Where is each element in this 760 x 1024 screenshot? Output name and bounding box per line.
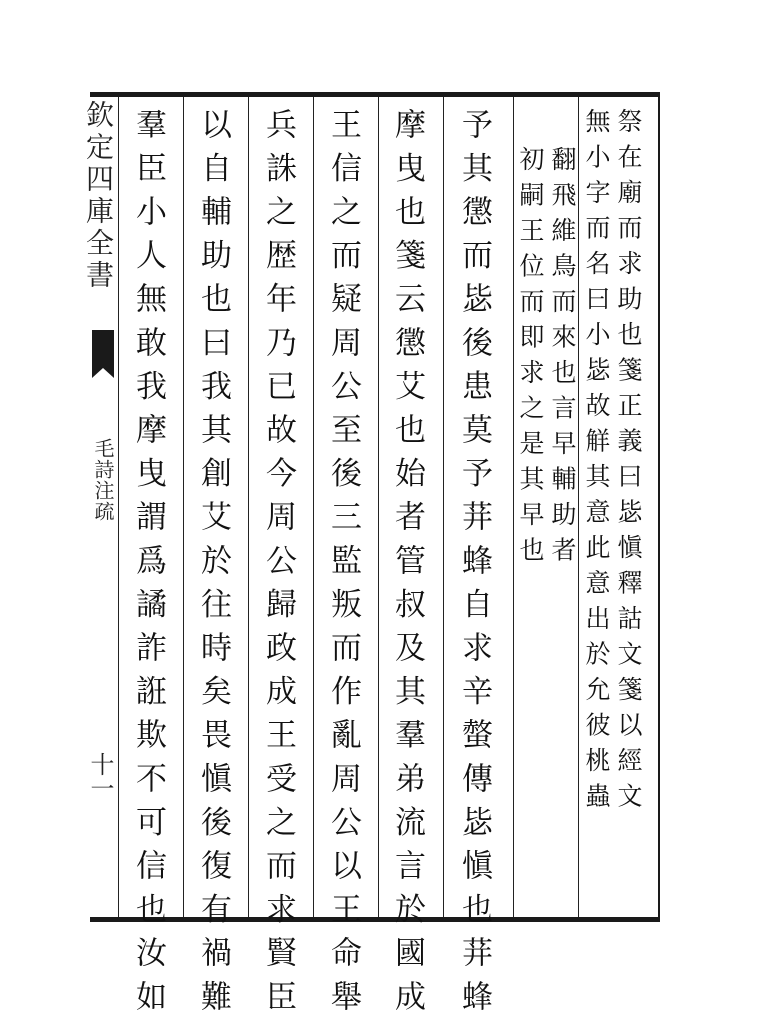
note-column: 祭在廟而求助也箋正義曰毖愼釋詁文箋以經文 (614, 108, 643, 818)
column-divider (183, 97, 184, 917)
text-column: 以自輔助也曰我其創艾於往時矣畏愼後復有禍難 (195, 108, 231, 1024)
collection-title: 欽定四庫全書 (82, 100, 115, 292)
column-divider (378, 97, 379, 917)
text-column: 予其懲而毖後患莫予荓蜂自求辛螫傳毖愼也荓蜂 (456, 108, 492, 1024)
column-divider (118, 97, 119, 917)
column-divider (248, 97, 249, 917)
note-column: 初嗣王位而即求之是其早也 (516, 146, 545, 572)
fish-tail-mark (92, 330, 114, 368)
note-column: 無小字而名曰小毖故觧其意此意出於允彼桃蟲 (582, 108, 611, 818)
section-title: 毛詩注疏 (91, 438, 115, 522)
column-divider (313, 97, 314, 917)
text-column: 王信之而疑周公至後三監叛而作亂周公以王命舉 (325, 108, 361, 1024)
text-column: 羣臣小人無敢我摩曳謂爲譎詐誑欺不可信也汝如 (130, 108, 166, 1024)
note-column: 翻飛維鳥而來也言早輔助者 (548, 146, 577, 572)
page-number: 十一 (86, 752, 114, 800)
text-column: 兵誅之歴年乃已故今周公歸政成王受之而求賢臣 (260, 108, 296, 1024)
column-divider (443, 97, 444, 917)
text-column: 摩曳也箋云懲艾也始者管叔及其羣弟流言於國成 (389, 108, 425, 1024)
